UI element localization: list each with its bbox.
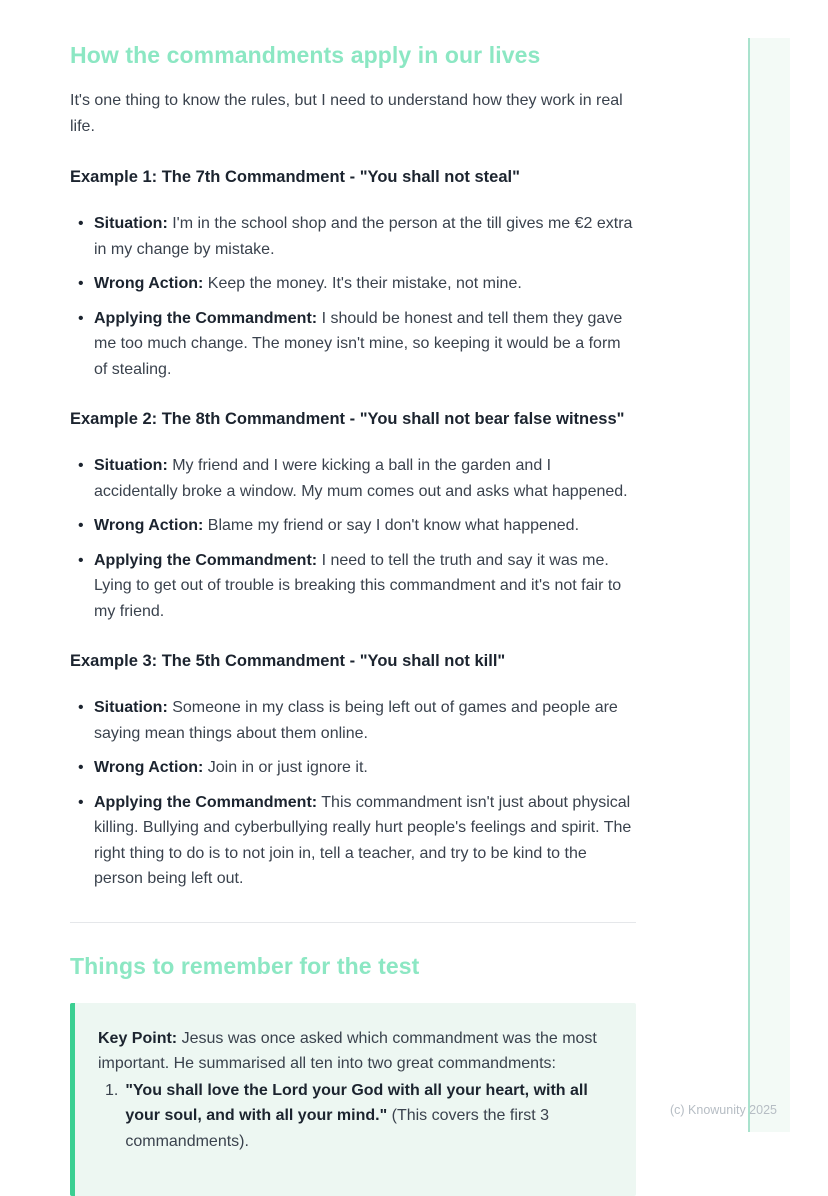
list-item [70, 513, 636, 539]
list-item [70, 695, 636, 746]
bullet-label: Applying the Commandment: [94, 310, 317, 327]
item-number: 1. [105, 1078, 118, 1104]
page-edge-band [750, 38, 790, 1132]
example-1-heading: Example 1: The 7th Commandment - "You shall not steal" [70, 167, 636, 188]
item-body [125, 1078, 610, 1155]
intro-paragraph: It's one thing to know the rules, but I need to understand how they work in real life. [70, 88, 636, 140]
numbered-item [98, 1078, 610, 1155]
bullet-text: Keep the money. It's their mistake, not mine. [208, 275, 522, 292]
page-edge-line [748, 38, 750, 1132]
section-title-things-to-remember: Things to remember for the test [70, 952, 636, 980]
section-title-how-commandments-apply: How the commandments apply in our lives [70, 41, 636, 69]
list-item [70, 755, 636, 781]
key-point-callout [70, 1003, 636, 1196]
bullet-text: My friend and I were kicking a ball in the garden and I accidentally broke a window. My mum comes out and asks what happened. [94, 457, 628, 500]
item-quote: "You shall love the Lord your God with all your heart, with all your soul, and with all your mind." [125, 1082, 587, 1125]
list-item [70, 548, 636, 625]
example-2-list [70, 453, 636, 624]
section-divider [70, 922, 636, 923]
example-1-list [70, 211, 636, 382]
bullet-text: I need to tell the truth and say it was me. Lying to get out of trouble is breaking this commandment and it's not fair to my friend. [94, 552, 621, 620]
example-3-list [70, 695, 636, 892]
bullet-label: Situation: [94, 215, 168, 232]
bullet-label: Applying the Commandment: [94, 794, 317, 811]
bullet-text: Blame my friend or say I don't know what happened. [208, 517, 579, 534]
bullet-text: I should be honest and tell them they gave me too much change. The money isn't mine, so keeping it would be a form of stealing. [94, 310, 622, 378]
bullet-text: I'm in the school shop and the person at the till gives me €2 extra in my change by mistake. [94, 215, 632, 258]
list-item [70, 453, 636, 504]
key-point-paragraph [98, 1026, 610, 1077]
list-item [70, 306, 636, 383]
bullet-label: Wrong Action: [94, 517, 203, 534]
bullet-label: Wrong Action: [94, 275, 203, 292]
bullet-label: Situation: [94, 457, 168, 474]
example-3-heading: Example 3: The 5th Commandment - "You shall not kill" [70, 651, 636, 672]
bullet-text: Join in or just ignore it. [208, 759, 368, 776]
bullet-text: This commandment isn't just about physical killing. Bullying and cyberbullying really hurt people's feelings and spirit. The right thing to do is to not join in, tell a teacher, and try to be kind to the person being left out. [94, 794, 631, 888]
bullet-label: Wrong Action: [94, 759, 203, 776]
bullet-text: Someone in my class is being left out of games and people are saying mean things about them online. [94, 699, 618, 742]
example-2-heading: Example 2: The 8th Commandment - "You shall not bear false witness" [70, 409, 636, 430]
document-content [70, 0, 636, 1196]
bullet-label: Situation: [94, 699, 168, 716]
key-point-label: Key Point: [98, 1030, 177, 1047]
key-point-text: Jesus was once asked which commandment was the most important. He summarised all ten into two great commandments: [98, 1030, 597, 1073]
list-item [70, 271, 636, 297]
list-item [70, 790, 636, 892]
item-note: (This covers the first 3 commandments). [125, 1107, 549, 1150]
bullet-label: Applying the Commandment: [94, 552, 317, 569]
copyright-text: (c) Knowunity 2025 [670, 1102, 777, 1118]
key-point-numbered-list [98, 1078, 610, 1155]
list-item [70, 211, 636, 262]
